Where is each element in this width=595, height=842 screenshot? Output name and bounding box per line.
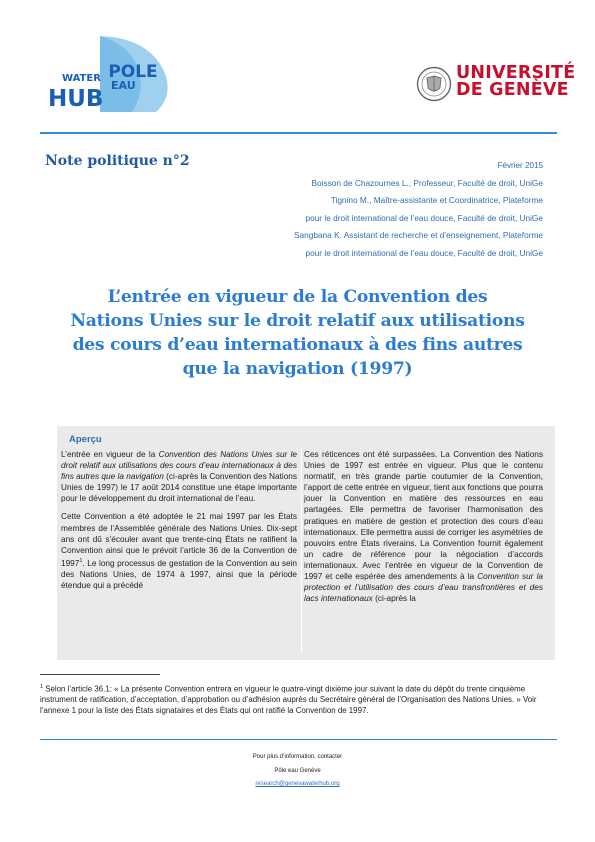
summary-left-column (61, 449, 297, 598)
convention-title: Convention des Nations Unies sur le droit relatif aux utilisations des cours d’eau internationaux à des fins autres que la navigation (61, 450, 298, 482)
convention-title: Convention sur la protection et l’utilisation des cours d’eau transfrontières et des lacs internationaux (304, 572, 543, 604)
university-seal-icon (416, 66, 452, 102)
water-drop-logo-icon (44, 36, 184, 116)
summary-heading: Aperçu (69, 434, 102, 445)
footnote-text: Selon l’article 36.1: « La présente Convention entrera en vigueur le quatre-vingt dixième jour suivant la date du dépôt du trente cinquième instrument de ratification, d’acceptation, d’approbation ou d’adhésion auprès du Secrétaire général de l’Organisation des Nations Unies. » Voir l’annexe 1 pour la liste des États signataires et des États qui ont ratifié la Convention de 1997. (40, 684, 537, 716)
author-line: pour le droit international de l’eau douce, Faculté de droit, UniGe (305, 247, 543, 258)
university-name-line1: UNIVERSITÉ (456, 63, 576, 83)
logo-water-text: WATER (62, 73, 101, 84)
summary-paragraph: Ces réticences ont été surpassées. La Convention des Nations Unies de 1997 est entrée en vigueur. Plus que le contenu normatif, en très grande partie coutumier de la Convention, l’apport de cette entrée en vigueur, tient aux fonctions que pourra jouer la Convention en matière des ressources en eau partagées. Elle permettra de favoriser l’harmonisation des pratiques en matière de gestion et protection des cours d’eau internationaux. Elle permettra aussi de corriger les asymétries de pouvoirs entre États riverains. La Convention fournit également un cadre de référence pour la négociation d’accords internationaux. Avec l’entrée en vigueur de la Convention de 1997 et celle espérée des amendements à la Convention sur la protection et l’utilisation des cours d’eau transfrontières et des lacs internationaux (ci-après la (304, 450, 543, 604)
geneva-water-hub-logo (44, 36, 184, 116)
title-line: L’entrée en vigueur de la Convention des (107, 287, 488, 307)
university-name (456, 65, 575, 99)
title-line: Nations Unies sur le droit relatif aux utilisations (70, 311, 525, 331)
summary-right-column (304, 449, 543, 611)
author-block (294, 157, 543, 263)
logo-eau-text: EAU (111, 79, 136, 92)
header-divider (40, 132, 557, 134)
note-label: Note politique n°2 (45, 153, 190, 169)
footer-divider (40, 739, 557, 740)
author-line: Tignino M., Maître-assistante et Coordinatrice, Plateforme (330, 195, 543, 206)
author-line: pour le droit international de l’eau douce, Faculté de droit, UniGe (305, 212, 543, 223)
contact-line: Pour plus d’information, contacter (252, 754, 343, 760)
title-line: des cours d’eau internationaux à des fins autres (72, 335, 523, 355)
title-line: que la navigation (1997) (182, 359, 413, 379)
document-title (30, 285, 565, 381)
contact-email-link[interactable]: research@genevawaterhub.org (255, 781, 340, 787)
summary-paragraph: L’entrée en vigueur de la Convention des Nations Unies sur le droit relatif aux utilisations des cours d’eau internationaux à des fins autres que la navigation (ci-après la Convention des Nations Unies de 1997) le 17 août 2014 constitue une étape importante pour le développement du droit international de l’eau. (61, 450, 298, 504)
logo-pole-text: POLE (108, 62, 158, 82)
contact-org: Pôle eau Genève (274, 767, 321, 774)
summary-paragraph: Cette Convention a été adoptée le 21 mai 1997 par les États membres de l’Assemblée générale des Nations Unies. Dix-sept ans ont dû s’écouler avant que trente-cinq États ne ratifient la Convention ainsi que le prévoit l’article 36 de la Convention de 1997$^1$. Le long processus de gestation de la Convention au sein des Nations Unies, de 1974 à 1997, ainsi que la période étendue qui a précédé (61, 512, 297, 590)
contact-block (0, 751, 595, 792)
column-separator (301, 448, 302, 653)
publication-date: Février 2015 (497, 161, 543, 170)
footnote-number: 1 (40, 684, 44, 690)
footnote-divider (40, 674, 160, 675)
universite-geneve-logo (416, 62, 576, 112)
footnote (40, 682, 558, 717)
footnote-ref[interactable]: 1 (79, 557, 83, 564)
author-line: Boisson de Chazournes L., Professeur, Faculté de droit, UniGe (311, 177, 543, 188)
author-line: Sangbana K. Assistant de recherche et d’enseignement, Plateforme (293, 230, 543, 241)
university-name-line2: DE GENÈVE (456, 80, 569, 100)
logo-hub-text: HUB (48, 86, 104, 112)
summary-box (57, 426, 555, 660)
